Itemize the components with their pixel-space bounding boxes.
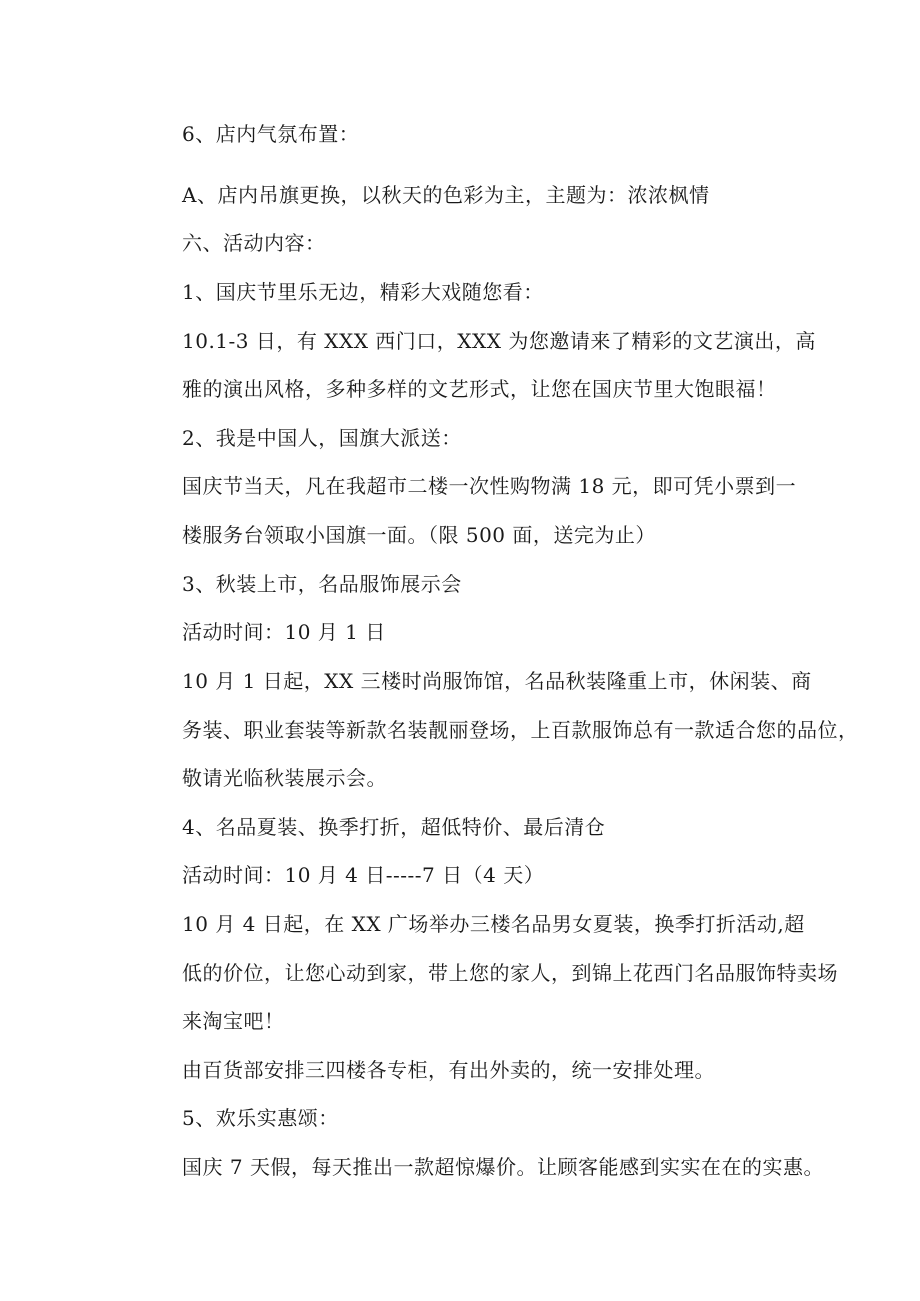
paragraph-line: A、店内吊旗更换，以秋天的色彩为主，主题为：浓浓枫情	[182, 183, 710, 207]
paragraph-line: 国庆节当天，凡在我超市二楼一次性购物满 18 元，即可凭小票到一	[182, 474, 797, 498]
item-heading-3: 3、秋装上市，名品服饰展示会	[182, 572, 462, 596]
item-heading-1: 1、国庆节里乐无边，精彩大戏随您看：	[182, 280, 544, 304]
section-heading-6: 6、店内气氛布置：	[182, 122, 360, 146]
paragraph-line: 来淘宝吧！	[182, 1009, 285, 1033]
paragraph-line: 楼服务台领取小国旗一面。（限 500 面，送完为止）	[182, 523, 656, 547]
paragraph-line: 10.1-3 日，有 XXX 西门口，XXX 为您邀请来了精彩的文艺演出，高	[182, 329, 816, 353]
item-heading-4: 4、名品夏装、换季打折，超低特价、最后清仓	[182, 815, 606, 839]
activity-time: 活动时间：10 月 4 日-----7 日（4 天）	[182, 863, 545, 887]
activity-time: 活动时间：10 月 1 日	[182, 620, 386, 644]
section-heading-six: 六、活动内容：	[182, 231, 326, 255]
paragraph-line: 国庆 7 天假，每天推出一款超惊爆价。让顾客能感到实实在在的实惠。	[182, 1155, 824, 1179]
paragraph-line: 雅的演出风格，多种多样的文艺形式，让您在国庆节里大饱眼福！	[182, 377, 777, 401]
paragraph-line: 低的价位，让您心动到家，带上您的家人，到锦上花西门名品服饰特卖场	[182, 961, 838, 985]
paragraph-line: 敬请光临秋装展示会。	[182, 766, 387, 790]
item-heading-5: 5、欢乐实惠颂：	[182, 1106, 339, 1130]
item-heading-2: 2、我是中国人，国旗大派送：	[182, 426, 462, 450]
paragraph-line: 10 月 4 日起，在 XX 广场举办三楼名品男女夏装，换季打折活动,超	[182, 912, 805, 936]
paragraph-line: 由百货部安排三四楼各专柜，有出外卖的，统一安排处理。	[182, 1058, 715, 1082]
paragraph-line: 务装、职业套装等新款名装靓丽登场，上百款服饰总有一款适合您的品位，	[182, 718, 859, 742]
paragraph-line: 10 月 1 日起，XX 三楼时尚服饰馆，名品秋装隆重上市，休闲装、商	[182, 669, 812, 693]
